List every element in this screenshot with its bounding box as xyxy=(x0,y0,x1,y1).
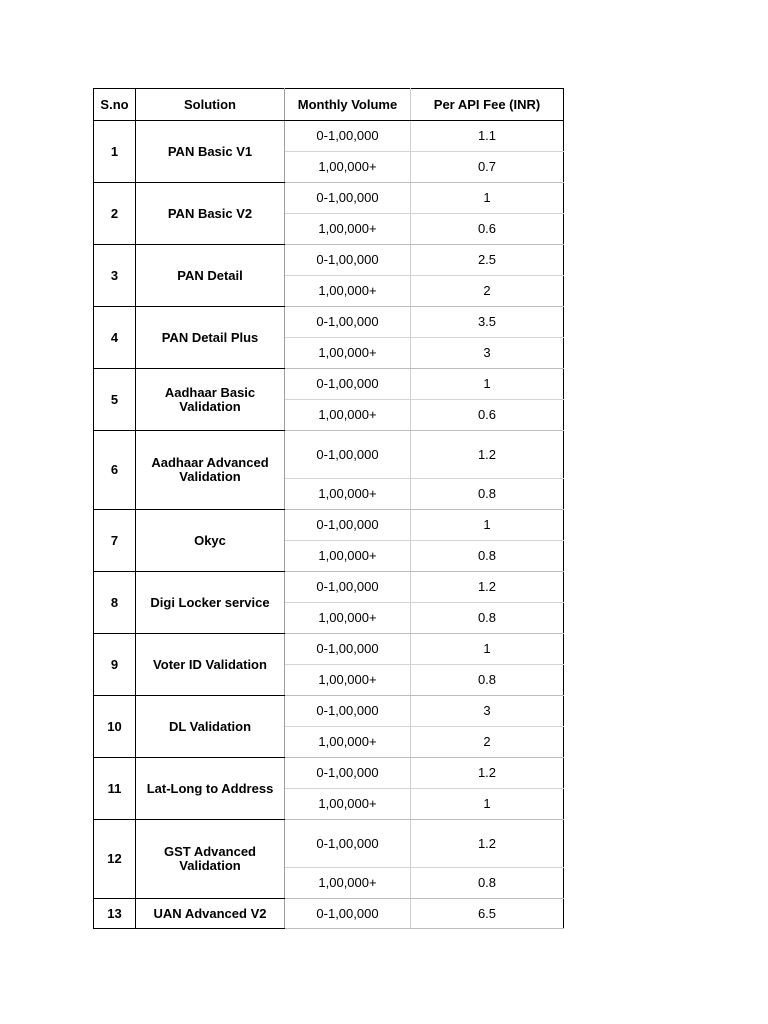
header-per-api-fee: Per API Fee (INR) xyxy=(411,89,564,121)
cell-monthly-volume: 1,00,000+ xyxy=(285,665,411,696)
cell-per-api-fee: 1 xyxy=(411,789,564,820)
cell-sno: 10 xyxy=(94,696,136,758)
cell-solution: DL Validation xyxy=(136,696,285,758)
cell-solution: PAN Basic V1 xyxy=(136,121,285,183)
cell-monthly-volume: 0-1,00,000 xyxy=(285,369,411,400)
table-row xyxy=(94,245,564,276)
table-row xyxy=(94,431,564,479)
cell-solution: Aadhaar Basic Validation xyxy=(136,369,285,431)
cell-monthly-volume: 0-1,00,000 xyxy=(285,696,411,727)
cell-sno: 6 xyxy=(94,431,136,510)
header-monthly-volume: Monthly Volume xyxy=(285,89,411,121)
cell-solution: Voter ID Validation xyxy=(136,634,285,696)
cell-per-api-fee: 0.6 xyxy=(411,400,564,431)
header-row xyxy=(94,89,564,121)
cell-per-api-fee: 1 xyxy=(411,183,564,214)
header-solution: Solution xyxy=(136,89,285,121)
pricing-table xyxy=(93,88,564,929)
cell-per-api-fee: 1 xyxy=(411,510,564,541)
table-body xyxy=(94,121,564,929)
cell-sno: 12 xyxy=(94,820,136,899)
table-row xyxy=(94,307,564,338)
cell-per-api-fee: 0.6 xyxy=(411,214,564,245)
cell-monthly-volume: 1,00,000+ xyxy=(285,152,411,183)
cell-per-api-fee: 2 xyxy=(411,276,564,307)
cell-per-api-fee: 3.5 xyxy=(411,307,564,338)
cell-monthly-volume: 0-1,00,000 xyxy=(285,510,411,541)
cell-monthly-volume: 0-1,00,000 xyxy=(285,758,411,789)
cell-per-api-fee: 0.8 xyxy=(411,479,564,510)
cell-monthly-volume: 1,00,000+ xyxy=(285,541,411,572)
cell-solution: PAN Basic V2 xyxy=(136,183,285,245)
cell-per-api-fee: 0.8 xyxy=(411,541,564,572)
cell-per-api-fee: 1 xyxy=(411,369,564,400)
cell-sno: 11 xyxy=(94,758,136,820)
cell-sno: 2 xyxy=(94,183,136,245)
cell-monthly-volume: 0-1,00,000 xyxy=(285,820,411,868)
cell-monthly-volume: 0-1,00,000 xyxy=(285,634,411,665)
cell-sno: 5 xyxy=(94,369,136,431)
cell-sno: 3 xyxy=(94,245,136,307)
cell-per-api-fee: 0.8 xyxy=(411,603,564,634)
table-row xyxy=(94,572,564,603)
cell-monthly-volume: 1,00,000+ xyxy=(285,400,411,431)
cell-per-api-fee: 0.8 xyxy=(411,868,564,899)
cell-solution: GST Advanced Validation xyxy=(136,820,285,899)
cell-sno: 13 xyxy=(94,899,136,929)
table-row xyxy=(94,634,564,665)
cell-monthly-volume: 1,00,000+ xyxy=(285,479,411,510)
cell-per-api-fee: 3 xyxy=(411,696,564,727)
cell-per-api-fee: 1.1 xyxy=(411,121,564,152)
table-row xyxy=(94,696,564,727)
cell-monthly-volume: 1,00,000+ xyxy=(285,789,411,820)
cell-per-api-fee: 6.5 xyxy=(411,899,564,929)
cell-monthly-volume: 0-1,00,000 xyxy=(285,899,411,929)
cell-per-api-fee: 2 xyxy=(411,727,564,758)
cell-per-api-fee: 2.5 xyxy=(411,245,564,276)
cell-sno: 1 xyxy=(94,121,136,183)
cell-per-api-fee: 0.7 xyxy=(411,152,564,183)
cell-solution: PAN Detail Plus xyxy=(136,307,285,369)
table-row xyxy=(94,820,564,868)
cell-monthly-volume: 0-1,00,000 xyxy=(285,183,411,214)
cell-monthly-volume: 1,00,000+ xyxy=(285,727,411,758)
cell-monthly-volume: 1,00,000+ xyxy=(285,603,411,634)
cell-per-api-fee: 1.2 xyxy=(411,820,564,868)
cell-sno: 4 xyxy=(94,307,136,369)
cell-monthly-volume: 1,00,000+ xyxy=(285,276,411,307)
cell-per-api-fee: 1.2 xyxy=(411,758,564,789)
cell-per-api-fee: 1.2 xyxy=(411,572,564,603)
table-row xyxy=(94,899,564,929)
cell-per-api-fee: 3 xyxy=(411,338,564,369)
cell-monthly-volume: 1,00,000+ xyxy=(285,214,411,245)
table-row xyxy=(94,183,564,214)
table-row xyxy=(94,121,564,152)
table-row xyxy=(94,369,564,400)
cell-sno: 8 xyxy=(94,572,136,634)
table-row xyxy=(94,758,564,789)
cell-monthly-volume: 0-1,00,000 xyxy=(285,431,411,479)
cell-monthly-volume: 0-1,00,000 xyxy=(285,245,411,276)
cell-monthly-volume: 1,00,000+ xyxy=(285,338,411,369)
cell-solution: Lat-Long to Address xyxy=(136,758,285,820)
cell-monthly-volume: 0-1,00,000 xyxy=(285,121,411,152)
cell-solution: Okyc xyxy=(136,510,285,572)
cell-monthly-volume: 1,00,000+ xyxy=(285,868,411,899)
cell-solution: PAN Detail xyxy=(136,245,285,307)
table-row xyxy=(94,510,564,541)
cell-sno: 9 xyxy=(94,634,136,696)
cell-solution: UAN Advanced V2 xyxy=(136,899,285,929)
cell-per-api-fee: 0.8 xyxy=(411,665,564,696)
cell-solution: Digi Locker service xyxy=(136,572,285,634)
cell-per-api-fee: 1.2 xyxy=(411,431,564,479)
header-sno: S.no xyxy=(94,89,136,121)
cell-sno: 7 xyxy=(94,510,136,572)
cell-monthly-volume: 0-1,00,000 xyxy=(285,307,411,338)
cell-monthly-volume: 0-1,00,000 xyxy=(285,572,411,603)
cell-solution: Aadhaar Advanced Validation xyxy=(136,431,285,510)
cell-per-api-fee: 1 xyxy=(411,634,564,665)
